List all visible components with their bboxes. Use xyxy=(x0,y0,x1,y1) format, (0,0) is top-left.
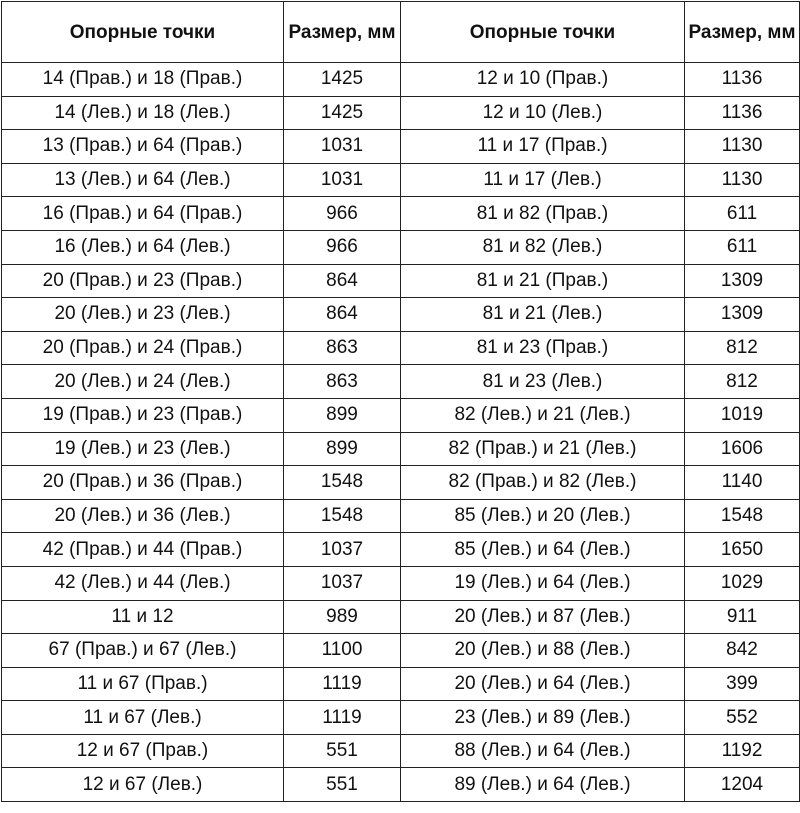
cell-reference-points-left: 20 (Лев.) и 36 (Лев.) xyxy=(2,499,284,533)
header-reference-points-left: Опорные точки xyxy=(2,2,284,63)
cell-size-left: 1100 xyxy=(284,634,401,668)
cell-reference-points-left: 20 (Прав.) и 23 (Прав.) xyxy=(2,264,284,298)
cell-size-left: 1119 xyxy=(284,667,401,701)
cell-size-left: 899 xyxy=(284,398,401,432)
table-row xyxy=(2,163,800,197)
cell-reference-points-left: 20 (Прав.) и 36 (Прав.) xyxy=(2,466,284,500)
table-row xyxy=(2,600,800,634)
cell-size-left: 1548 xyxy=(284,466,401,500)
cell-size-left: 1037 xyxy=(284,533,401,567)
cell-reference-points-right: 89 (Лев.) и 64 (Лев.) xyxy=(401,768,685,802)
cell-reference-points-right: 81 и 21 (Лев.) xyxy=(401,298,685,332)
cell-reference-points-left: 12 и 67 (Прав.) xyxy=(2,734,284,768)
cell-size-left: 1425 xyxy=(284,63,401,97)
cell-size-right: 611 xyxy=(685,197,800,231)
cell-reference-points-left: 12 и 67 (Лев.) xyxy=(2,768,284,802)
cell-size-right: 611 xyxy=(685,230,800,264)
cell-size-right: 1606 xyxy=(685,432,800,466)
cell-size-left: 864 xyxy=(284,298,401,332)
table-row xyxy=(2,499,800,533)
cell-size-right: 1136 xyxy=(685,63,800,97)
cell-reference-points-right: 12 и 10 (Прав.) xyxy=(401,63,685,97)
cell-size-left: 863 xyxy=(284,331,401,365)
table-row xyxy=(2,566,800,600)
cell-reference-points-right: 82 (Лев.) и 21 (Лев.) xyxy=(401,398,685,432)
cell-size-right: 911 xyxy=(685,600,800,634)
cell-size-right: 812 xyxy=(685,365,800,399)
cell-size-left: 1031 xyxy=(284,130,401,164)
table-body xyxy=(2,63,800,802)
cell-size-left: 1119 xyxy=(284,701,401,735)
cell-size-right: 1192 xyxy=(685,734,800,768)
cell-reference-points-left: 20 (Прав.) и 24 (Прав.) xyxy=(2,331,284,365)
cell-reference-points-right: 82 (Прав.) и 21 (Лев.) xyxy=(401,432,685,466)
table-row xyxy=(2,466,800,500)
cell-reference-points-left: 14 (Прав.) и 18 (Прав.) xyxy=(2,63,284,97)
cell-size-right: 1130 xyxy=(685,130,800,164)
header-row xyxy=(2,2,800,63)
cell-reference-points-right: 81 и 82 (Лев.) xyxy=(401,230,685,264)
cell-size-left: 551 xyxy=(284,768,401,802)
cell-reference-points-right: 81 и 23 (Лев.) xyxy=(401,365,685,399)
table-row xyxy=(2,768,800,802)
cell-reference-points-right: 85 (Лев.) и 64 (Лев.) xyxy=(401,533,685,567)
cell-reference-points-right: 20 (Лев.) и 88 (Лев.) xyxy=(401,634,685,668)
header-size-left: Размер, мм xyxy=(284,2,401,63)
reference-points-table xyxy=(1,1,800,802)
cell-reference-points-left: 11 и 67 (Лев.) xyxy=(2,701,284,735)
cell-reference-points-right: 20 (Лев.) и 87 (Лев.) xyxy=(401,600,685,634)
table-row xyxy=(2,634,800,668)
cell-size-left: 966 xyxy=(284,230,401,264)
cell-size-right: 1130 xyxy=(685,163,800,197)
cell-size-left: 899 xyxy=(284,432,401,466)
cell-reference-points-left: 67 (Прав.) и 67 (Лев.) xyxy=(2,634,284,668)
cell-size-right: 1650 xyxy=(685,533,800,567)
table-row xyxy=(2,432,800,466)
cell-size-left: 1031 xyxy=(284,163,401,197)
table-row xyxy=(2,63,800,97)
cell-size-right: 399 xyxy=(685,667,800,701)
cell-reference-points-left: 13 (Прав.) и 64 (Прав.) xyxy=(2,130,284,164)
table-row xyxy=(2,365,800,399)
cell-reference-points-right: 23 (Лев.) и 89 (Лев.) xyxy=(401,701,685,735)
cell-reference-points-right: 81 и 21 (Прав.) xyxy=(401,264,685,298)
table-row xyxy=(2,398,800,432)
cell-reference-points-right: 82 (Прав.) и 82 (Лев.) xyxy=(401,466,685,500)
cell-reference-points-left: 20 (Лев.) и 24 (Лев.) xyxy=(2,365,284,399)
cell-size-left: 989 xyxy=(284,600,401,634)
cell-reference-points-left: 19 (Лев.) и 23 (Лев.) xyxy=(2,432,284,466)
cell-size-right: 1309 xyxy=(685,298,800,332)
cell-reference-points-left: 11 и 12 xyxy=(2,600,284,634)
cell-reference-points-left: 42 (Лев.) и 44 (Лев.) xyxy=(2,566,284,600)
table-row xyxy=(2,331,800,365)
table-row xyxy=(2,667,800,701)
cell-reference-points-right: 81 и 23 (Прав.) xyxy=(401,331,685,365)
cell-size-right: 1029 xyxy=(685,566,800,600)
cell-size-left: 864 xyxy=(284,264,401,298)
cell-size-left: 863 xyxy=(284,365,401,399)
cell-reference-points-left: 19 (Прав.) и 23 (Прав.) xyxy=(2,398,284,432)
table-row xyxy=(2,197,800,231)
cell-reference-points-right: 20 (Лев.) и 64 (Лев.) xyxy=(401,667,685,701)
cell-reference-points-right: 12 и 10 (Лев.) xyxy=(401,96,685,130)
cell-reference-points-right: 81 и 82 (Прав.) xyxy=(401,197,685,231)
table-header xyxy=(2,2,800,63)
cell-size-right: 1309 xyxy=(685,264,800,298)
table-row xyxy=(2,734,800,768)
header-size-right: Размер, мм xyxy=(685,2,800,63)
cell-size-right: 842 xyxy=(685,634,800,668)
cell-size-right: 1136 xyxy=(685,96,800,130)
cell-size-left: 1425 xyxy=(284,96,401,130)
cell-size-right: 1548 xyxy=(685,499,800,533)
cell-reference-points-left: 20 (Лев.) и 23 (Лев.) xyxy=(2,298,284,332)
cell-reference-points-left: 16 (Прав.) и 64 (Прав.) xyxy=(2,197,284,231)
cell-reference-points-left: 42 (Прав.) и 44 (Прав.) xyxy=(2,533,284,567)
header-reference-points-right: Опорные точки xyxy=(401,2,685,63)
table-row xyxy=(2,96,800,130)
cell-size-right: 1019 xyxy=(685,398,800,432)
table-row xyxy=(2,130,800,164)
cell-reference-points-left: 13 (Лев.) и 64 (Лев.) xyxy=(2,163,284,197)
cell-size-right: 1140 xyxy=(685,466,800,500)
cell-reference-points-left: 14 (Лев.) и 18 (Лев.) xyxy=(2,96,284,130)
cell-size-right: 552 xyxy=(685,701,800,735)
cell-size-right: 1204 xyxy=(685,768,800,802)
table-row xyxy=(2,264,800,298)
cell-reference-points-right: 11 и 17 (Лев.) xyxy=(401,163,685,197)
cell-reference-points-right: 11 и 17 (Прав.) xyxy=(401,130,685,164)
cell-size-left: 1037 xyxy=(284,566,401,600)
cell-reference-points-right: 19 (Лев.) и 64 (Лев.) xyxy=(401,566,685,600)
table-row xyxy=(2,230,800,264)
cell-reference-points-right: 85 (Лев.) и 20 (Лев.) xyxy=(401,499,685,533)
cell-size-left: 1548 xyxy=(284,499,401,533)
cell-size-left: 551 xyxy=(284,734,401,768)
cell-size-right: 812 xyxy=(685,331,800,365)
cell-reference-points-right: 88 (Лев.) и 64 (Лев.) xyxy=(401,734,685,768)
cell-reference-points-left: 11 и 67 (Прав.) xyxy=(2,667,284,701)
cell-size-left: 966 xyxy=(284,197,401,231)
table-row xyxy=(2,701,800,735)
table-row xyxy=(2,533,800,567)
cell-reference-points-left: 16 (Лев.) и 64 (Лев.) xyxy=(2,230,284,264)
table-row xyxy=(2,298,800,332)
